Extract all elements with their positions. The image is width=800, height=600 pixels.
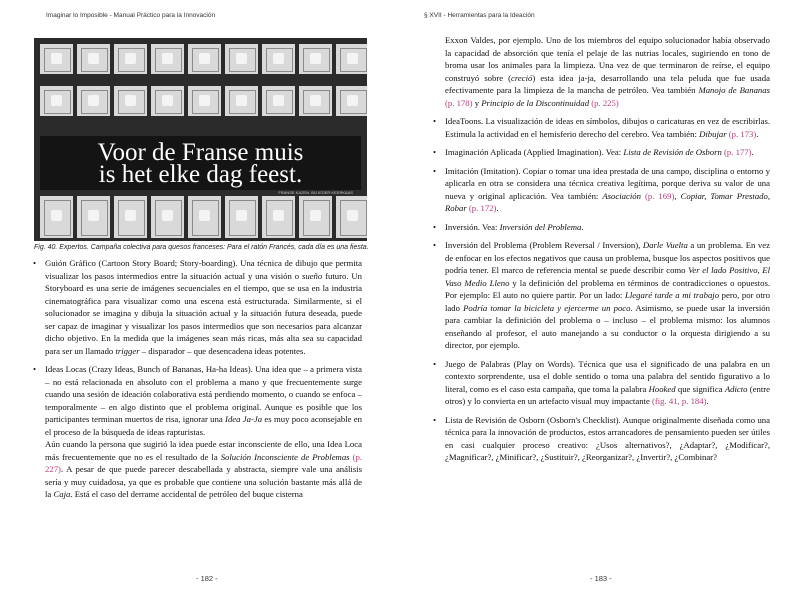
glossary-entry xyxy=(430,414,770,464)
bullet: • xyxy=(433,165,437,176)
mousetrap-image xyxy=(114,196,147,238)
mousetrap-image xyxy=(40,196,73,238)
mousetrap-image xyxy=(299,86,332,116)
figure-caption: Fig. 40. Expertos. Campaña colectiva para quesos franceses: Para el ratón Francés, cada día es una fiesta. xyxy=(34,244,369,251)
figure-photo xyxy=(34,38,367,241)
page-reference-link[interactable]: (p. 172) xyxy=(468,203,497,213)
mousetrap-image xyxy=(114,44,147,74)
entry-text: Guión Gráfico (Cartoon Story Board; Story-boarding). Una técnica de dibujo que permita visualizar los pasos intermedios entre la situación actual y una visión o sueño futuro. Un Storyboard es una serie de imágenes secuenciales en el tiempo, que se usa en la industria cinematográfica para visualizar como una escena está estructurada. Similarmente, si el solucionador se imagina y dibuja la situación actual y la situación futura deseada, puede ser capaz de imaginar y visualizar los pasos intermedios que son necesarios para alcanzar dicho objetivo. En la medida que la imágenes sean más ricas, más alta sea su capacidad para ser un llamado trigger – disparador – que desencadena ideas potentes. xyxy=(45,258,362,356)
page-reference-link[interactable]: (p. 227) xyxy=(45,451,362,474)
mousetrap-image xyxy=(77,86,110,116)
mousetrap-row xyxy=(40,196,367,238)
mousetrap-image xyxy=(188,44,221,74)
bullet: • xyxy=(33,364,37,374)
bullet: • xyxy=(433,358,437,369)
mousetrap-image xyxy=(114,86,147,116)
mousetrap-image xyxy=(40,44,73,74)
figure-reference-link[interactable]: (fig. 41, p. 184) xyxy=(651,396,707,406)
bullet: • xyxy=(433,116,437,126)
entry-text: Imitación (Imitation). Copiar o tomar una idea prestada de una campo, disciplina o entorno y aplicarla en otra se considera una técnica creativa legítima, porque deriva su valor de una nueva y original aplicación. Vea también: Asociación (p. 169), Copiar, Tomar Prestado, Robar (p. 172). xyxy=(445,165,771,213)
mousetrap-image xyxy=(336,196,367,238)
bullet: • xyxy=(433,414,437,425)
right-page xyxy=(400,0,800,600)
mousetrap-image xyxy=(151,196,184,238)
entry-text: Inversión del Problema (Problem Reversal / Inversion), Darle Vuelta a un problema. En vez de enfocar en los efectos negativos que causa un problema, busque los aspectos positivos que podría tener. El marco de referencia mental se puede describir como Ver el lado Positivo, El Vaso Medio Lleno y la definición del problema en términos de contradicciones o opuestos. Por ejemplo: El auto no quiere partir. Por un lado: Llegaré tarde a mi trabajo pero, por otro lado Podría tomar la bicicleta y ejercerme un poco. Asimismo, se puede usar la inversión para cambiar la definición del problema o – incluso – el problema mismo: los alumnos enseñando al profesor, el auto manejando a su conductor o la orquesta dirigiendo a su director, por ejemplo. xyxy=(445,240,771,350)
running-header: Imaginar lo Imposible - Manual Práctico para la Innovación xyxy=(46,12,216,19)
glossary-entry xyxy=(430,115,770,140)
glossary-entry xyxy=(430,146,770,159)
glossary-entry xyxy=(430,239,770,352)
mousetrap-row xyxy=(40,86,367,116)
mousetrap-image xyxy=(188,86,221,116)
page-reference-link[interactable]: (p. 225) xyxy=(591,97,619,108)
mousetrap-image xyxy=(77,196,110,238)
bullet: • xyxy=(433,240,437,250)
mousetrap-image xyxy=(262,44,295,74)
entry-text: Lista de Revisión de Osborn (Osborn's Checklist). Aunque originalmente diseñada como una técnica para la innovación de productos, estos arrancadores de pensamiento pueden ser útiles en casi cualquier proceso creativo: ¿Usos alternativos?, ¿Adaptar?, ¿Modificar?, ¿Magnificar?, ¿Minificar?, ¿Sustituir?, ¿Reorganizar?, ¿Invertir?, ¿Combinar? xyxy=(445,414,770,462)
right-text-column xyxy=(430,34,770,470)
mousetrap-image xyxy=(262,86,295,116)
mousetrap-image xyxy=(299,44,332,74)
mousetrap-image xyxy=(299,196,332,238)
slogan-line-2: is het elke dag feest. xyxy=(98,161,303,188)
glossary-entry xyxy=(30,257,362,357)
entry-text: Inversión. Vea: Inversión del Problema. xyxy=(445,221,584,232)
entry-text: Aún cuando la persona que sugirió la idea puede estar inconsciente de ello, una Idea Loca más frecuentemente que no es el resultado de la Solución Inconsciente de Problemas (p. 227). A pesar de que puede parecer descabellada y abstracta, siempre vale una análisis sería y muy cuidadosa, ya que es probable que contiene una solución bastante más allá de la Caja. Está el caso del derrame accidental de petróleo del buque cisterna xyxy=(45,439,362,499)
entry-text: Imaginación Aplicada (Applied Imagination). Vea: Lista de Revisión de Osborn (p. 177). xyxy=(445,147,754,157)
mousetrap-image xyxy=(262,196,295,238)
mousetrap-image xyxy=(40,86,73,116)
continued-text: Exxon Valdes, por ejemplo. Uno de los miembros del equipo solucionador había observado la capacidad de absorción que tenía el pelaje de las nutrias locales, sugiriendo en tono de broma usar los animales para la limpieza. Una vez de que terminaron de reírse, el equipo construyó sobre (creció) esta idea ja-ja, desarrollando una tela peluda que fue usada efectivamente para la limpieza de la mancha de petróleo. Vea también Manojo de Bananas (p. 178) y Principio de la Discontinuidad (p. 225) xyxy=(445,35,770,108)
page-reference-link[interactable]: (p. 173) xyxy=(728,128,757,139)
glossary-entry xyxy=(430,221,770,234)
figure-credit: FRANSE KAZEN. BIJ IEDER KEERKAAS xyxy=(278,190,353,195)
page-reference-link[interactable]: (p. 169) xyxy=(645,190,675,201)
mousetrap-image xyxy=(77,44,110,74)
slogan-line-1: Voor de Franse muis xyxy=(97,139,304,166)
mousetrap-image xyxy=(225,44,258,74)
left-text-column xyxy=(30,257,362,507)
glossary-entry xyxy=(430,165,770,215)
mousetrap-row xyxy=(40,44,367,74)
mousetrap-image xyxy=(151,44,184,74)
page-reference-link[interactable]: (p. 177) xyxy=(723,147,752,157)
page-reference-link[interactable]: (p. 178) xyxy=(445,97,473,108)
glossary-entry xyxy=(30,363,362,501)
entry-text: Ideas Locas (Crazy Ideas, Bunch of Bananas, Ha-ha Ideas). Una idea que – a primera vista – no está relacionada en absoluto con el problema a mano y que frecuentemente surge cuando una sesión de ideación colaborativa está perdiendo momento, o cuando se enfoca – temporalmente – en algo distinto que el problema original. Aunque es posible que los participantes terminan muertos de risa, ignorar una Idea Ja-Ja es muy poco aconsejable en el proceso de la búsqueda de ideas rapturistas. xyxy=(45,364,363,437)
bullet: • xyxy=(33,258,37,268)
entry-text: Juego de Palabras (Play on Words). Técnica que usa el significado de una palabra en un contexto sorprendente, usa el doble sentido o toma una palabra del sentido figurativo a lo literal, como es el caso esta campaña, que toma la palabra Hooked que significa Adicto (entre otros) y lo convierta en un artefacto visual muy impactante (fig. 41, p. 184). xyxy=(445,358,770,406)
mousetrap-image xyxy=(188,196,221,238)
page-number: - 183 - xyxy=(590,574,612,583)
mousetrap-image xyxy=(336,86,367,116)
mousetrap-image xyxy=(225,86,258,116)
bullet: • xyxy=(433,147,437,157)
running-header: § XVII - Herramientas para la Ideación xyxy=(424,12,535,19)
bullet: • xyxy=(433,221,437,232)
glossary-entry xyxy=(430,358,770,408)
entry-text: IdeaToons. La visualización de ideas en símbolos, dibujos o caricaturas en vez de escribirlas. Estimula la actividad en el hemisferio derecho del cerebro. Vea también: Dibujar (p. 173). xyxy=(445,116,770,139)
mousetrap-image xyxy=(336,44,367,74)
page-number: - 182 - xyxy=(196,574,218,583)
mousetrap-image xyxy=(151,86,184,116)
mousetrap-image xyxy=(225,196,258,238)
